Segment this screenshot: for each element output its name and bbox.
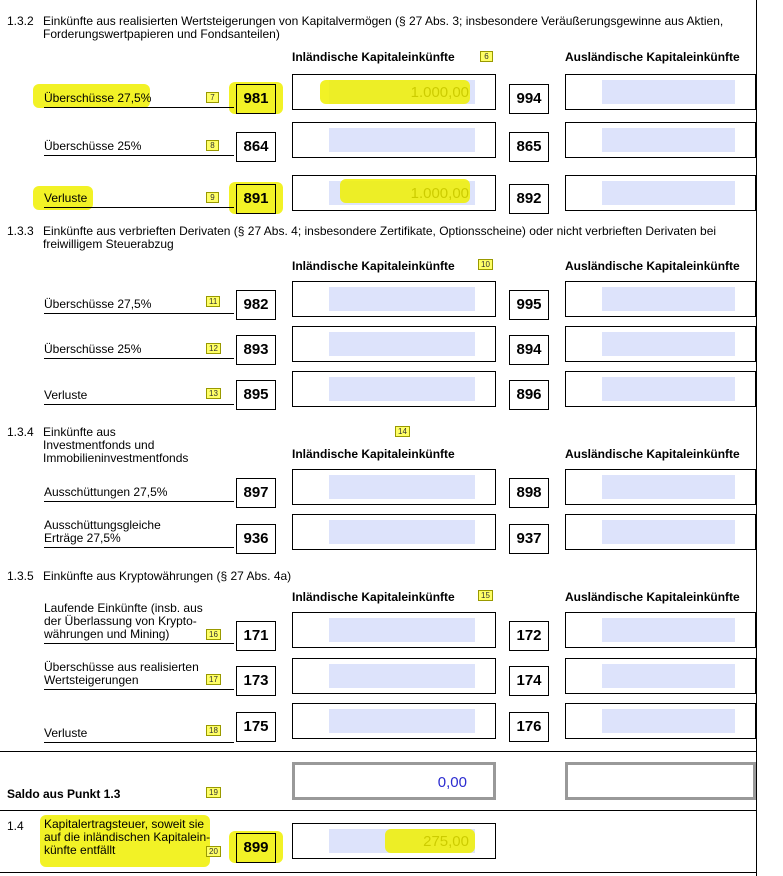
column-header-ausland: Ausländische Kapitaleinkünfte xyxy=(565,259,740,273)
row-label-multiline xyxy=(44,519,234,548)
amount-value[interactable] xyxy=(602,475,735,499)
hint-badge[interactable]: 12 xyxy=(206,343,221,354)
code-box: 891 xyxy=(236,184,276,214)
saldo-inland-field xyxy=(292,762,496,800)
amount-field[interactable] xyxy=(292,612,496,648)
row-label: Verluste xyxy=(44,389,234,405)
label-line: währungen und Mining) xyxy=(44,627,170,641)
amount-field[interactable] xyxy=(565,74,756,110)
section-number: 1.3.3 xyxy=(7,224,34,238)
saldo-inland-value: 0,00 xyxy=(331,770,473,792)
label-line: Laufende Einkünfte (insb. aus xyxy=(44,601,203,615)
column-header-inland: Inländische Kapitaleinkünfte xyxy=(292,50,455,64)
label-line: Erträge 27,5% xyxy=(44,531,121,545)
amount-value[interactable] xyxy=(329,475,475,499)
highlight-mark xyxy=(385,829,475,853)
amount-field[interactable] xyxy=(292,469,496,505)
column-header-ausland: Ausländische Kapitaleinkünfte xyxy=(565,590,740,604)
code-box: 936 xyxy=(236,524,276,554)
code-box: 994 xyxy=(509,84,549,114)
amount-value[interactable] xyxy=(602,128,735,152)
amount-field[interactable] xyxy=(565,281,756,317)
saldo-ausland-value xyxy=(604,770,733,792)
code-box: 893 xyxy=(236,335,276,365)
amount-field[interactable] xyxy=(292,703,496,739)
amount-value[interactable] xyxy=(329,520,475,544)
hint-badge[interactable]: 14 xyxy=(395,426,410,437)
kest-label xyxy=(44,818,210,857)
hint-badge[interactable]: 9 xyxy=(206,192,219,203)
amount-value[interactable] xyxy=(329,618,475,642)
amount-value[interactable] xyxy=(602,181,735,205)
amount-field[interactable] xyxy=(292,122,496,158)
code-box: 892 xyxy=(509,184,549,214)
column-header-inland: Inländische Kapitaleinkünfte xyxy=(292,447,455,461)
amount-value[interactable] xyxy=(602,709,735,733)
amount-value[interactable] xyxy=(602,520,735,544)
saldo-label: Saldo aus Punkt 1.3 xyxy=(7,787,121,801)
section-title: Einkünfte aus Investmentfonds und Immobilieninvestmentfonds xyxy=(43,425,189,465)
section-number: 1.3.5 xyxy=(7,569,34,583)
column-header-inland: Inländische Kapitaleinkünfte xyxy=(292,259,455,273)
hint-badge[interactable]: 15 xyxy=(478,590,493,601)
amount-field[interactable] xyxy=(565,469,756,505)
row-label: Ausschüttungen 27,5% xyxy=(44,486,234,502)
amount-value[interactable] xyxy=(329,664,475,688)
hint-badge[interactable]: 8 xyxy=(206,140,219,151)
amount-field[interactable] xyxy=(565,175,756,211)
hint-badge[interactable]: 11 xyxy=(206,296,220,307)
label-line: Kapitalertragsteuer, soweit sie xyxy=(44,817,205,831)
label-line: Ausschüttungsgleiche xyxy=(44,518,161,532)
amount-value[interactable] xyxy=(602,287,735,311)
amount-value[interactable] xyxy=(602,664,735,688)
code-box: 894 xyxy=(509,335,549,365)
highlight-mark xyxy=(320,80,470,104)
row-label: Überschüsse 27,5% xyxy=(44,92,234,108)
code-box: 937 xyxy=(509,524,549,554)
hint-badge[interactable]: 7 xyxy=(206,92,219,103)
row-label: Verluste xyxy=(44,727,234,743)
row-label: Verluste xyxy=(44,192,234,208)
amount-value[interactable] xyxy=(602,80,735,104)
hint-badge[interactable]: 17 xyxy=(206,674,221,685)
label-line: Wertsteigerungen xyxy=(44,673,139,687)
row-label: Überschüsse 25% xyxy=(44,343,234,359)
amount-field[interactable] xyxy=(565,612,756,648)
code-box: 982 xyxy=(236,290,276,320)
amount-field[interactable] xyxy=(565,703,756,739)
code-box: 897 xyxy=(236,478,276,508)
amount-value[interactable] xyxy=(329,128,475,152)
hint-badge[interactable]: 20 xyxy=(206,846,221,857)
amount-field[interactable] xyxy=(292,658,496,694)
amount-value[interactable] xyxy=(329,709,475,733)
amount-field[interactable] xyxy=(565,122,756,158)
amount-field[interactable] xyxy=(565,326,756,362)
divider xyxy=(0,751,757,752)
code-box: 864 xyxy=(236,132,276,162)
code-box: 172 xyxy=(509,621,549,651)
section-number: 1.3.2 xyxy=(7,14,34,28)
amount-field[interactable] xyxy=(565,371,756,407)
label-line: der Überlassung von Krypto- xyxy=(44,614,197,628)
amount-value[interactable] xyxy=(329,332,475,356)
amount-value[interactable] xyxy=(329,287,475,311)
amount-field[interactable] xyxy=(292,281,496,317)
column-header-ausland: Ausländische Kapitaleinkünfte xyxy=(565,50,740,64)
saldo-ausland-field xyxy=(565,762,756,800)
section-title: Einkünfte aus Kryptowährungen (§ 27 Abs. 4a) xyxy=(43,569,292,583)
code-box: 173 xyxy=(236,666,276,696)
code-box: 898 xyxy=(509,478,549,508)
section-title: Einkünfte aus realisierten Wertsteigerungen von Kapitalvermögen (§ 27 Abs. 3; insbesondere Veräußerungsgewinne aus Aktien, Forderungswertpapieren und Fondsanteilen) xyxy=(43,14,724,41)
code-box: 171 xyxy=(236,621,276,651)
section-number: 1.4 xyxy=(7,819,24,833)
row-label: Überschüsse 25% xyxy=(44,140,234,156)
code-box: 896 xyxy=(509,380,549,410)
hint-badge[interactable]: 13 xyxy=(206,388,221,399)
code-box: 865 xyxy=(509,132,549,162)
code-box: 995 xyxy=(509,290,549,320)
amount-value[interactable] xyxy=(602,377,735,401)
amount-value[interactable] xyxy=(329,377,475,401)
code-box: 981 xyxy=(236,84,276,114)
amount-value[interactable] xyxy=(602,618,735,642)
amount-field[interactable] xyxy=(292,371,496,407)
amount-field[interactable] xyxy=(565,658,756,694)
label-line: Überschüsse aus realisierten xyxy=(44,660,199,674)
hint-badge[interactable]: 18 xyxy=(206,725,221,736)
amount-field[interactable] xyxy=(565,514,756,550)
label-line: künfte entfällt xyxy=(44,843,116,857)
section-number: 1.3.4 xyxy=(7,425,34,439)
amount-field[interactable] xyxy=(292,514,496,550)
code-box: 174 xyxy=(509,666,549,696)
amount-field[interactable] xyxy=(292,326,496,362)
code-box: 176 xyxy=(509,712,549,742)
label-line: auf die inländischen Kapitalein- xyxy=(44,830,211,844)
divider xyxy=(0,810,757,811)
hint-badge[interactable]: 6 xyxy=(480,51,493,62)
column-header-inland: Inländische Kapitaleinkünfte xyxy=(292,590,455,604)
section-title: Einkünfte aus verbrieften Derivaten (§ 27 Abs. 4; insbesondere Zertifikate, Optionsscheine) oder nicht verbrieften Derivaten bei freiwilligem Steuerabzug xyxy=(43,224,717,251)
hint-badge[interactable]: 10 xyxy=(478,259,493,270)
highlight-mark xyxy=(340,179,470,203)
code-box: 175 xyxy=(236,712,276,742)
code-box: 895 xyxy=(236,380,276,410)
hint-badge[interactable]: 19 xyxy=(206,787,221,798)
column-header-ausland: Ausländische Kapitaleinkünfte xyxy=(565,447,740,461)
amount-value[interactable] xyxy=(602,332,735,356)
divider xyxy=(0,872,757,873)
hint-badge[interactable]: 16 xyxy=(206,629,221,640)
code-box: 899 xyxy=(236,833,276,863)
row-label: Überschüsse 27,5% xyxy=(44,298,234,314)
